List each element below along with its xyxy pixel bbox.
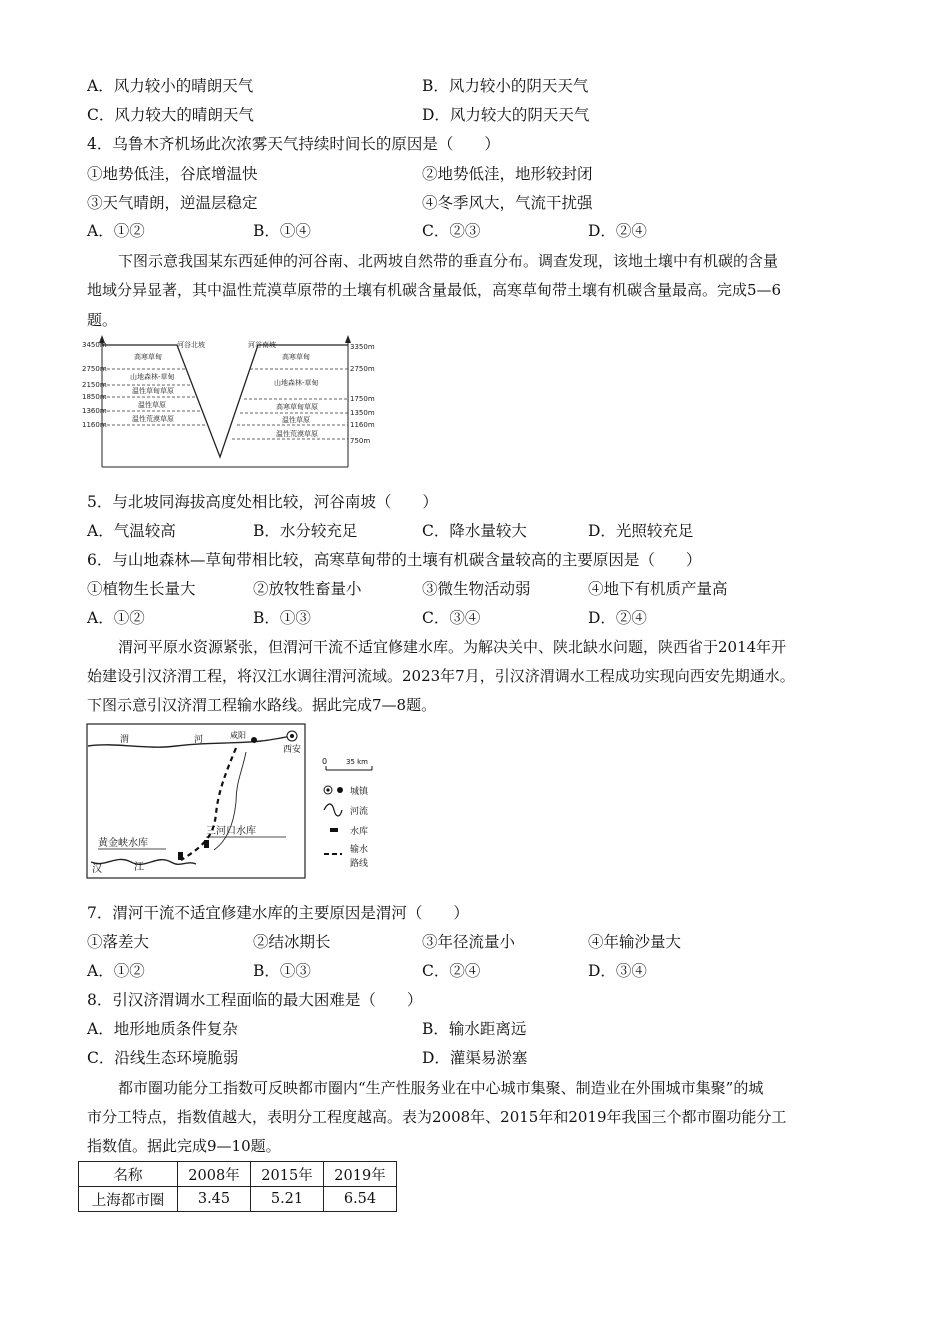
- q7-item-1: ①落差大: [87, 933, 150, 951]
- right-tick: 1160m: [350, 421, 375, 429]
- north-zone-label: 温性草甸草原: [132, 387, 174, 395]
- legend-river-label: 河流: [350, 807, 369, 817]
- table-cell: 3.45: [178, 1187, 251, 1212]
- table-cell: 5.21: [251, 1187, 324, 1212]
- q4-option-d: D．②④: [588, 222, 647, 240]
- table-header: 2015年: [251, 1162, 324, 1187]
- q6-item-2: ②放牧牲畜量小: [253, 580, 362, 598]
- q7-option-b: B．①③: [253, 962, 311, 980]
- q6-stem: 6．与山地森林—草甸带相比较，高寒草甸带的土壤有机碳含量较高的主要原因是（ ）: [87, 551, 702, 569]
- left-tick: 1160m: [82, 421, 107, 429]
- q6-option-b: B．①③: [253, 609, 311, 627]
- q5-option-d: D．光照较充足: [588, 522, 694, 540]
- q8-stem: 8．引汉济渭调水工程面临的最大困难是（ ）: [87, 991, 423, 1009]
- q7-option-c: C．②④: [422, 962, 481, 980]
- north-zone-label: 温性草原: [138, 401, 166, 409]
- sanhekou-reservoir-icon: [204, 840, 209, 848]
- q7-item-2: ②结冰期长: [253, 933, 331, 951]
- passage-5-6-line-2: 地域分异显著，其中温性荒漠草原带的土壤有机碳含量最低，高寒草甸带土壤有机碳含量最高。完成5—6: [87, 281, 782, 299]
- q8-option-c: C．沿线生态环境脆弱: [87, 1049, 239, 1067]
- passage-5-6-line-1: 下图示意我国某东西延伸的河谷南、北两坡自然带的垂直分布。调查发现，该地土壤中有机碳的含量: [118, 252, 779, 270]
- q4-item-3: ③天气晴朗，逆温层稳定: [87, 194, 258, 212]
- left-tick: 1360m: [82, 407, 107, 415]
- q3-option-d: D．风力较大的阴天天气: [422, 106, 590, 124]
- han-river-label-2: 江: [134, 862, 144, 873]
- q3-option-b: B．风力较小的阴天天气: [422, 77, 589, 95]
- legend-route-label-1: 输水: [350, 845, 369, 855]
- table-cell: 6.54: [324, 1187, 397, 1212]
- valley-vertical-zone-figure: [82, 335, 375, 470]
- xian-label: 西安: [283, 745, 302, 755]
- left-tick: 3450m: [82, 341, 107, 349]
- left-tick: 1850m: [82, 393, 107, 401]
- q4-stem: 4．乌鲁木齐机场此次浓雾天气持续时间长的原因是（ ）: [87, 135, 500, 153]
- q6-item-3: ③微生物活动弱: [422, 580, 531, 598]
- q7-option-d: D．③④: [588, 962, 647, 980]
- xianyang-town-icon: [251, 737, 257, 743]
- table-header: 2008年: [178, 1162, 251, 1187]
- water-transfer-route-map: [86, 722, 396, 882]
- q4-option-a: A．①②: [87, 222, 145, 240]
- passage-9-10-line-3: 指数值。据此完成9—10题。: [87, 1137, 281, 1155]
- south-zone-label: 高寒草甸: [282, 353, 310, 361]
- q6-item-1: ①植物生长量大: [87, 580, 196, 598]
- table-header-row: [79, 1162, 397, 1187]
- right-tick: 1750m: [350, 395, 375, 403]
- table-header: 2019年: [324, 1162, 397, 1187]
- q3-option-c: C．风力较大的晴朗天气: [87, 106, 254, 124]
- q5-option-a: A．气温较高: [87, 522, 176, 540]
- south-zone-label: 温性荒漠草原: [276, 430, 318, 438]
- table-header: 名称: [79, 1162, 178, 1187]
- left-tick: 2750m: [82, 365, 107, 373]
- legend-reservoir-label: 水库: [350, 827, 369, 837]
- huangjinxia-reservoir-icon: [178, 852, 183, 860]
- south-slope-title: 河谷南坡: [248, 341, 276, 349]
- passage-5-6-line-3: 题。: [87, 311, 118, 329]
- passage-7-8-line-3: 下图示意引汉济渭工程输水路线。据此完成7—8题。: [87, 696, 437, 714]
- q6-option-d: D．②④: [588, 609, 647, 627]
- scale-label: 35 km: [346, 758, 369, 766]
- q6-option-c: C．③④: [422, 609, 481, 627]
- north-zone-label: 山地森林-草甸: [130, 373, 175, 381]
- north-zone-label: 温性荒漠草原: [132, 415, 174, 423]
- q4-option-c: C．②③: [422, 222, 481, 240]
- wei-river-label-2: 河: [194, 735, 204, 745]
- table-row: [79, 1187, 397, 1212]
- q7-option-a: A．①②: [87, 962, 145, 980]
- passage-9-10-line-2: 市分工特点，指数值越大，表明分工程度越高。表为2008年、2015年和2019年我国三个都市圈功能分工: [87, 1108, 787, 1126]
- sanhekou-label: 三河口水库: [206, 826, 256, 837]
- legend-reservoir-icon: [330, 828, 338, 832]
- right-tick: 750m: [350, 437, 371, 445]
- scale-zero: 0: [322, 757, 328, 766]
- legend-town-label: 城镇: [350, 787, 369, 797]
- q3-option-a: A．风力较小的晴朗天气: [87, 77, 254, 95]
- han-river-label-1: 汉: [92, 864, 102, 875]
- right-tick: 1350m: [350, 409, 375, 417]
- q8-option-b: B．输水距离远: [422, 1020, 527, 1038]
- xianyang-label: 咸阳: [230, 731, 246, 740]
- q5-stem: 5．与北坡同海拔高度处相比较，河谷南坡（ ）: [87, 493, 438, 511]
- q4-item-1: ①地势低洼，谷底增温快: [87, 165, 258, 183]
- north-slope-title: 河谷北坡: [177, 341, 205, 349]
- q4-item-4: ④冬季风大，气流干扰强: [422, 194, 593, 212]
- south-zone-label: 温性草原: [282, 416, 310, 424]
- metro-area-index-table: [78, 1161, 397, 1212]
- q6-item-4: ④地下有机质产量高: [588, 580, 728, 598]
- passage-7-8-line-2: 始建设引汉济渭工程，将汉江水调往渭河流域。2023年7月，引汉济渭调水工程成功实现向西安先期通水。: [87, 667, 795, 685]
- table-cell: 上海都市圈: [79, 1187, 178, 1212]
- huangjinxia-label: 黄金峡水库: [98, 838, 148, 849]
- right-tick: 3350m: [350, 343, 375, 351]
- q4-item-2: ②地势低洼，地形较封闭: [422, 165, 593, 183]
- south-zone-label: 山地森林-草甸: [274, 379, 319, 387]
- q4-option-b: B．①④: [253, 222, 311, 240]
- q7-item-4: ④年输沙量大: [588, 933, 682, 951]
- q6-option-a: A．①②: [87, 609, 145, 627]
- q7-stem: 7．渭河干流不适宜修建水库的主要原因是渭河（ ）: [87, 904, 469, 922]
- wei-river-label-1: 渭: [120, 735, 130, 745]
- north-zone-label: 高寒草甸: [134, 353, 162, 361]
- left-tick: 2150m: [82, 381, 107, 389]
- south-zone-label: 高寒草甸草原: [276, 403, 318, 411]
- q7-item-3: ③年径流量小: [422, 933, 516, 951]
- q5-option-c: C．降水量较大: [422, 522, 527, 540]
- q8-option-a: A．地形地质条件复杂: [87, 1020, 238, 1038]
- q8-option-d: D．灌渠易淤塞: [422, 1049, 528, 1067]
- q5-option-b: B．水分较充足: [253, 522, 358, 540]
- legend-river-icon: [324, 804, 342, 816]
- passage-7-8-line-1: 渭河平原水资源紧张，但渭河干流不适宜修建水库。为解决关中、陕北缺水问题，陕西省于2014年开: [118, 638, 787, 656]
- right-tick: 2750m: [350, 365, 375, 373]
- legend-town-icon: [337, 787, 343, 793]
- passage-9-10-line-1: 都市圈功能分工指数可反映都市圈内“生产性服务业在中心城市集聚、制造业在外围城市集聚”的城: [118, 1079, 764, 1097]
- legend-route-label-2: 路线: [350, 859, 369, 869]
